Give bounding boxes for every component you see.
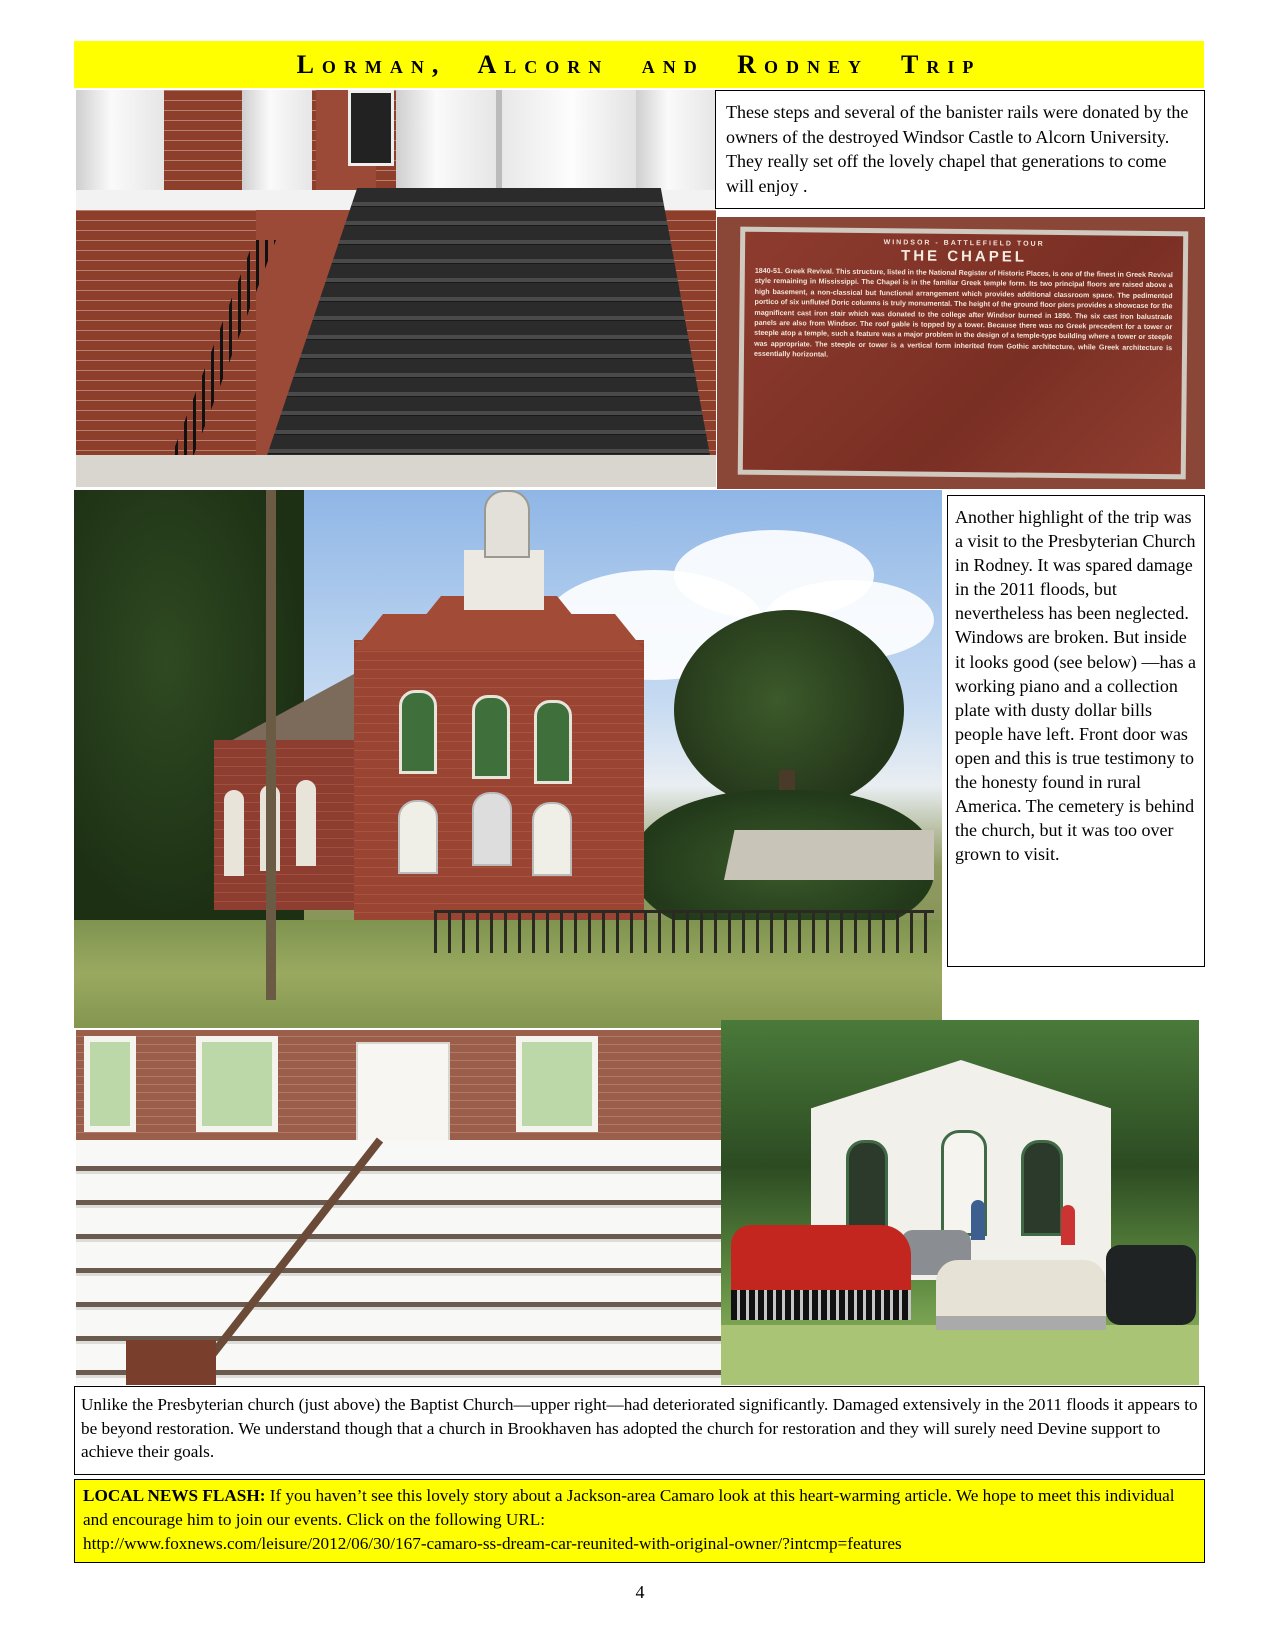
- news-flash-url[interactable]: http://www.foxnews.com/leisure/2012/06/30/167-camaro-ss-dream-car-reunited-with-original-owner/?intcmp=features: [83, 1534, 902, 1553]
- chapel-stairs-photo: [76, 90, 716, 487]
- baptist-caption-box: [74, 1386, 1205, 1475]
- stairs-caption-box: [715, 90, 1205, 209]
- plaque-series-label: WINDSOR - BATTLEFIELD TOUR: [883, 239, 1045, 248]
- plaque-body-text: 1840-51. Greek Revival. This structure, listed in the National Register of Historic Places, is one of the finest in Greek Revival style remaining in Mississippi. The Chapel is in the familiar Greek temple form. Its two principal floors are raised above a high basement, a non-classical but functional arrangement which provides additional classroom space. The pedimented portico of six unfluted Doric columns is truly monumental. The height of the ground floor piers provides a showcase for the magnificent cast iron stair which was donated to the college after Windsor burned in 1890. The six cast iron balustrade panels are also from Windsor. The roof gable is topped by a tower. Because there was no Greek precedent for a tower or steeple atop a temple, such a feature was a major problem in the design of a temple-type building where a tower or steeple was appropriate. The steeple or tower is a vertical form inherited from Gothic architecture, while Greek architecture is essentially horizontal.: [753, 266, 1173, 359]
- page-title: Lorman, Alcorn and Rodney Trip: [296, 49, 982, 79]
- stairs-caption-text: These steps and several of the banister rails were donated by the owners of the destroyed Windsor Castle to Alcorn University. They really set off the lovely chapel that generations to come will enjoy .: [726, 102, 1189, 196]
- rodney-caption-box: [947, 495, 1205, 967]
- chapel-plaque-photo: [717, 217, 1205, 489]
- baptist-church-photo: [721, 1020, 1199, 1385]
- historical-marker: [738, 227, 1189, 480]
- plaque-title: THE CHAPEL: [901, 247, 1028, 266]
- rodney-caption-text: Another highlight of the trip was a visit to the Presbyterian Church in Rodney. It was spared damage in the 2011 floods, but nevertheless has been neglected. Windows are broken. But inside it looks good (see below) —has a working piano and a collection plate with dusty dollar bills people have left. Front door was open and this is true testimony to the honesty found in rural America. The cemetery is behind the church, but it was too over grown to visit.: [955, 507, 1196, 865]
- church-interior-photo: [76, 1030, 723, 1385]
- news-flash-label: LOCAL NEWS FLASH:: [83, 1486, 266, 1505]
- news-flash-text: If you haven’t see this lovely story about a Jackson-area Camaro look at this heart-warming article. We hope to meet this individual and encourage him to join our events. Click on the following URL:: [83, 1486, 1175, 1529]
- news-flash-box: [74, 1479, 1205, 1563]
- title-bar: [74, 41, 1204, 88]
- presbyterian-church-photo: [74, 490, 942, 1028]
- baptist-caption-text: Unlike the Presbyterian church (just above) the Baptist Church—upper right—had deteriorated significantly. Damaged extensively in the 2011 floods it appears to be beyond restoration. We understand though that a church in Brookhaven has adopted the church for restoration and they will surely need Devine support to achieve their goals.: [81, 1395, 1198, 1461]
- page-number: 4: [635, 1582, 645, 1602]
